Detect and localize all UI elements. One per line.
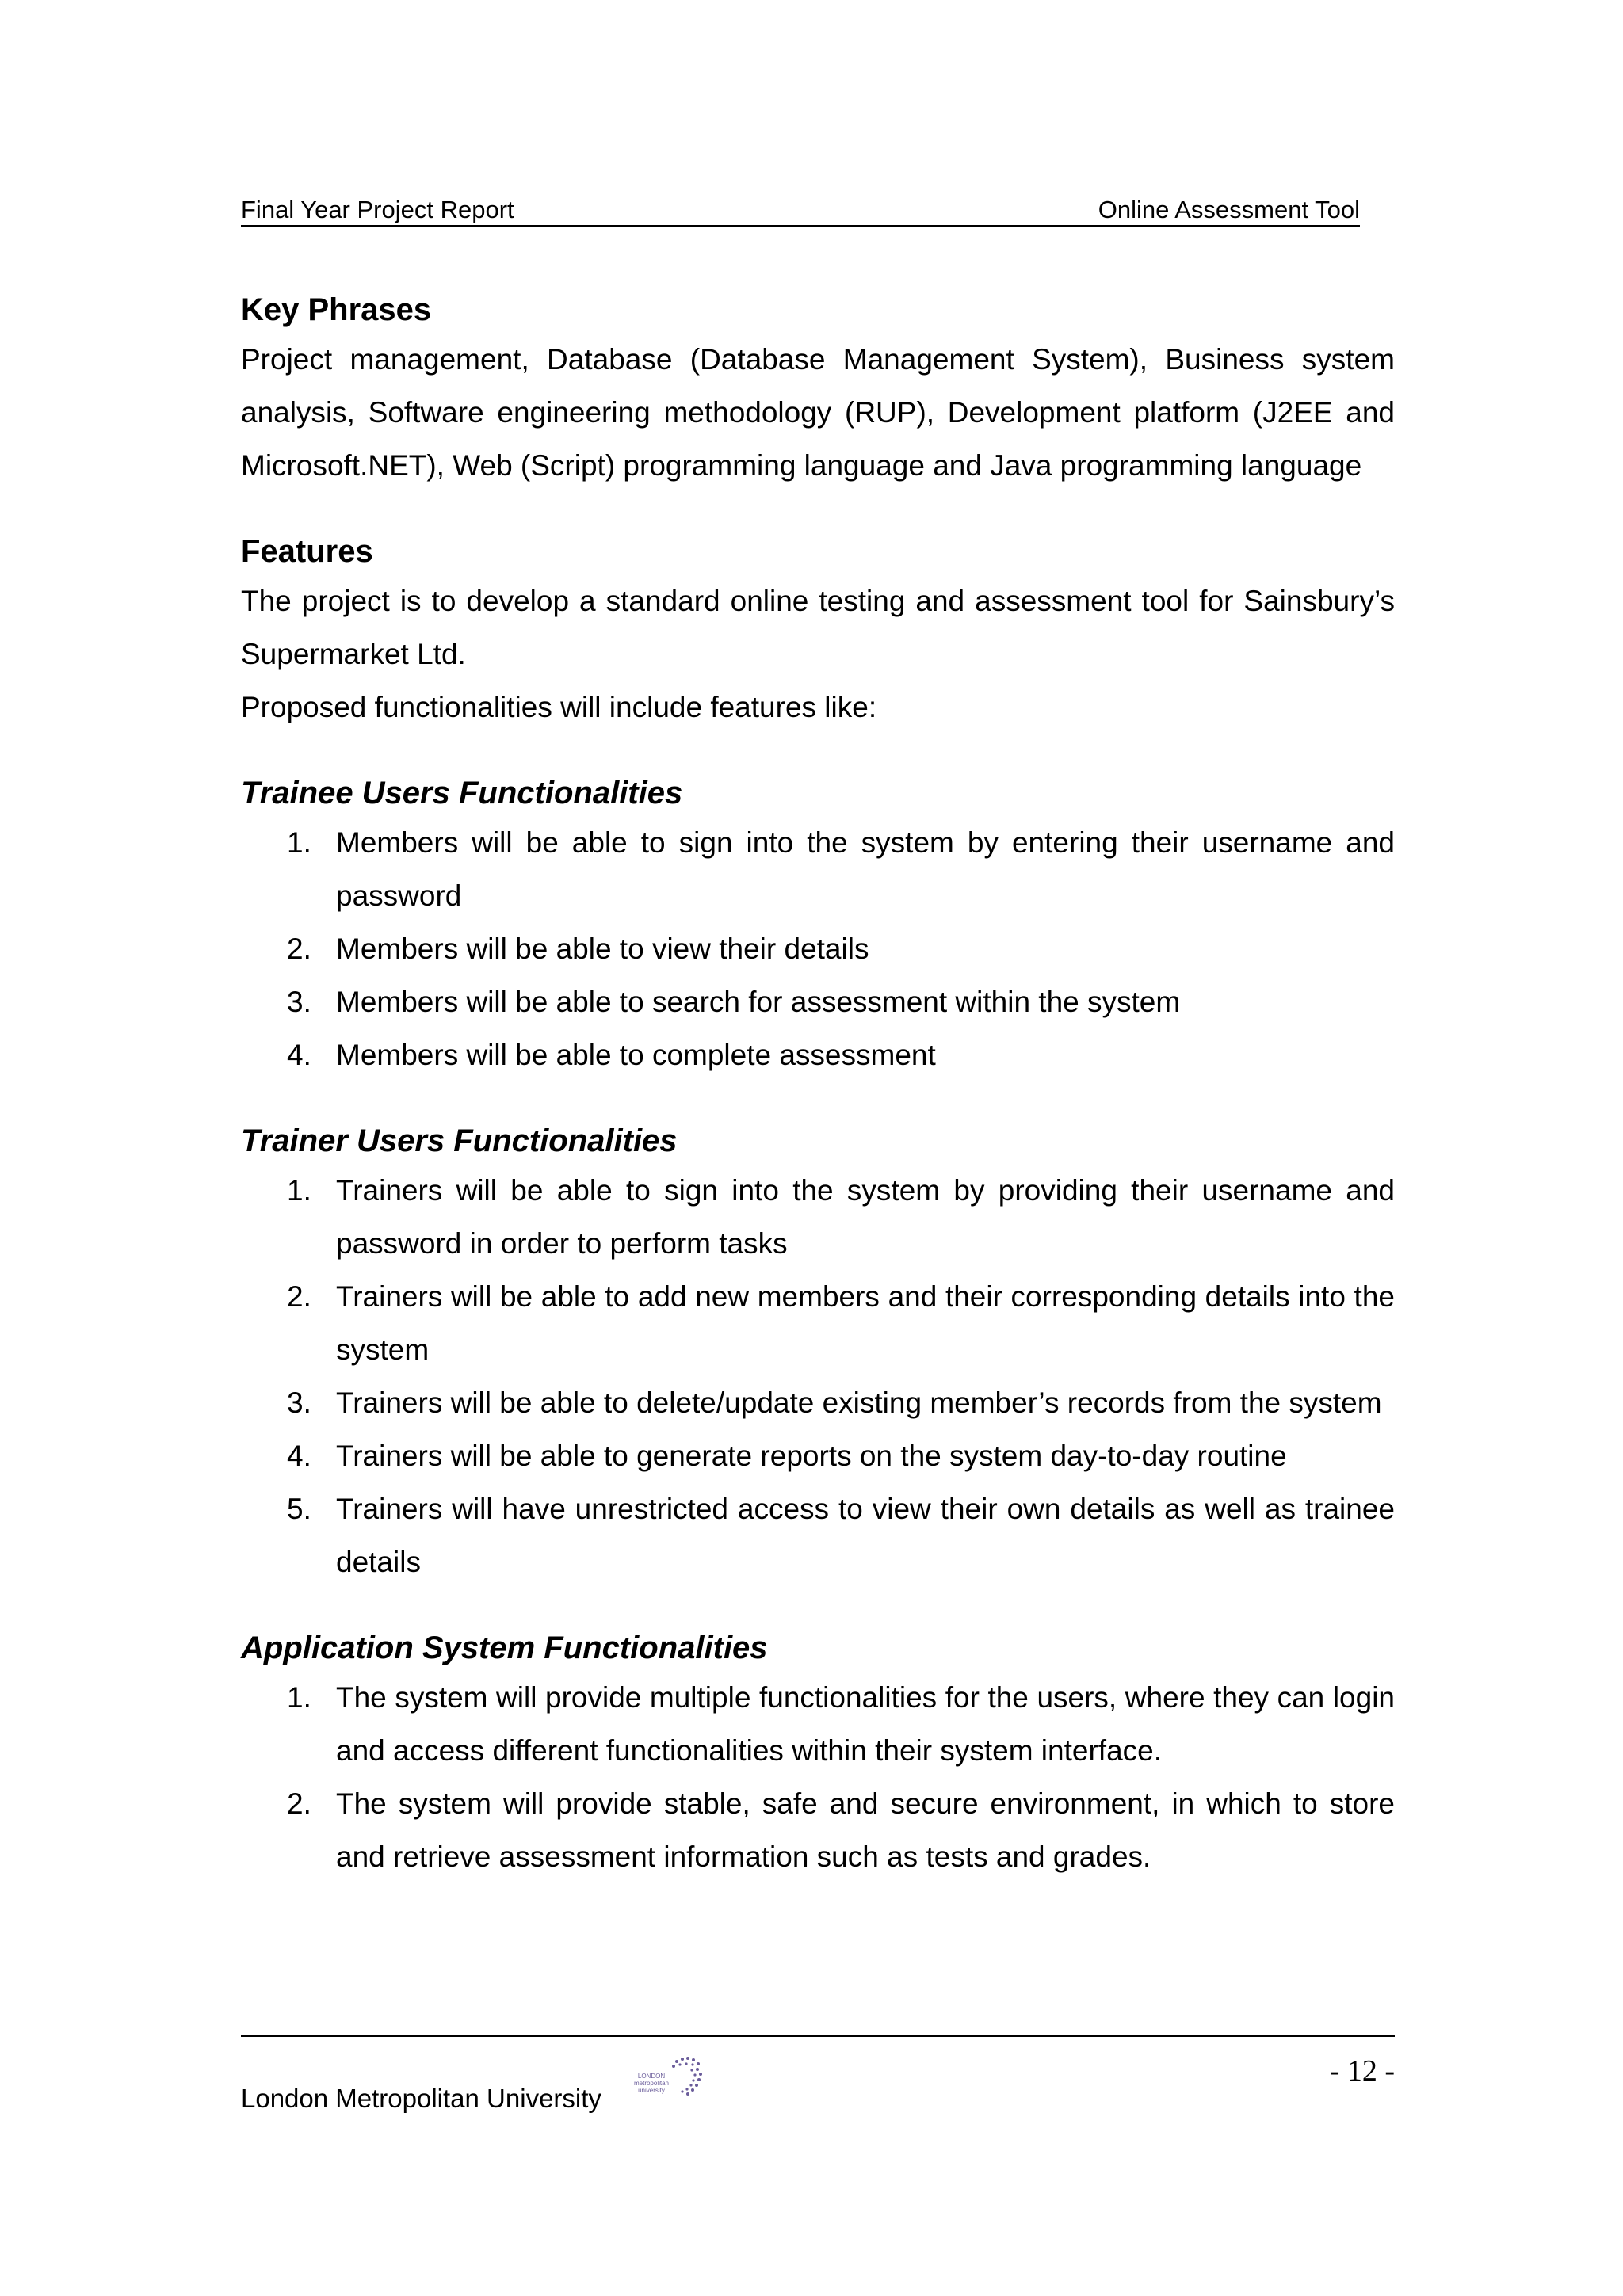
list-item-number: 2.	[287, 1787, 311, 1820]
page-number: - 12 -	[1329, 2054, 1395, 2088]
logo-text-line: metropolitan	[633, 2080, 670, 2087]
list-item	[241, 922, 1395, 975]
list-item-text: Trainers will have unrestricted access to view their own details as well as trainee details	[336, 1493, 1395, 1578]
list-item	[241, 1270, 1395, 1376]
list-item	[241, 1028, 1395, 1081]
list-item-text: Trainers will be able to sign into the system by providing their username and password in order to perform tasks	[336, 1174, 1395, 1260]
main-content	[241, 287, 1395, 1920]
key-phrases-section	[241, 287, 1395, 492]
list-item	[241, 1777, 1395, 1883]
list-item-text: The system will provide stable, safe and secure environment, in which to store and retrieve assessment information such as tests and grades.	[336, 1787, 1395, 1873]
application-list	[241, 1671, 1395, 1883]
features-description: The project is to develop a standard online testing and assessment tool for Sainsbury’s Supermarket Ltd.	[241, 585, 1395, 670]
university-logo-icon	[628, 2055, 704, 2106]
list-item-text: Members will be able to sign into the system by entering their username and password	[336, 826, 1395, 912]
header-left-title: Final Year Project Report	[241, 196, 514, 223]
application-heading: Application System Functionalities	[241, 1630, 768, 1665]
header-right-title: Online Assessment Tool	[1098, 196, 1360, 223]
list-item-number: 1.	[287, 826, 311, 859]
features-intro: Proposed functionalities will include features like:	[241, 691, 877, 723]
list-item-number: 1.	[287, 1174, 311, 1207]
list-item-number: 3.	[287, 1386, 311, 1419]
list-item	[241, 1376, 1395, 1429]
key-phrases-text: Project management, Database (Database Management System), Business system analysis, Software engineering methodology (RUP), Development platform (J2EE and Microsoft.NET), Web (Script) programming language and Java programming language	[241, 343, 1395, 482]
list-item-text: Trainers will be able to delete/update existing member’s records from the system	[336, 1386, 1382, 1419]
logo-text-line: LONDON	[637, 2073, 666, 2080]
list-item-text: Members will be able to view their details	[336, 933, 869, 965]
list-item-number: 2.	[287, 933, 311, 965]
logo-text-line: university	[638, 2087, 665, 2094]
trainee-list	[241, 816, 1395, 1081]
list-item-text: The system will provide multiple functionalities for the users, where they can login and access different functionalities within their system interface.	[336, 1681, 1395, 1767]
footer-divider	[241, 2035, 1395, 2037]
list-item-text: Members will be able to complete assessment	[336, 1039, 936, 1071]
list-item-number: 2.	[287, 1280, 311, 1313]
list-item-number: 5.	[287, 1493, 311, 1525]
trainer-section	[241, 1118, 1395, 1589]
list-item-number: 3.	[287, 986, 311, 1018]
logo-wordmark	[628, 2073, 675, 2094]
features-section	[241, 528, 1395, 734]
list-item	[241, 1429, 1395, 1482]
trainer-heading: Trainer Users Functionalities	[241, 1123, 678, 1158]
list-item	[241, 1671, 1395, 1777]
trainer-list	[241, 1164, 1395, 1589]
list-item	[241, 1164, 1395, 1270]
list-item-text: Members will be able to search for assessment within the system	[336, 986, 1181, 1018]
page-header	[241, 193, 1360, 227]
list-item	[241, 975, 1395, 1028]
list-item-number: 4.	[287, 1440, 311, 1472]
list-item-number: 1.	[287, 1681, 311, 1714]
list-item-text: Trainers will be able to generate reports on the system day-to-day routine	[336, 1440, 1287, 1472]
list-item	[241, 1482, 1395, 1589]
features-heading: Features	[241, 534, 373, 569]
key-phrases-heading: Key Phrases	[241, 292, 432, 327]
trainee-heading: Trainee Users Functionalities	[241, 776, 683, 810]
footer-university-name: London Metropolitan University	[241, 2084, 601, 2113]
list-item-text: Trainers will be able to add new members and their corresponding details into the system	[336, 1280, 1395, 1366]
application-section	[241, 1625, 1395, 1883]
list-item-number: 4.	[287, 1039, 311, 1071]
trainee-section	[241, 770, 1395, 1081]
list-item	[241, 816, 1395, 922]
